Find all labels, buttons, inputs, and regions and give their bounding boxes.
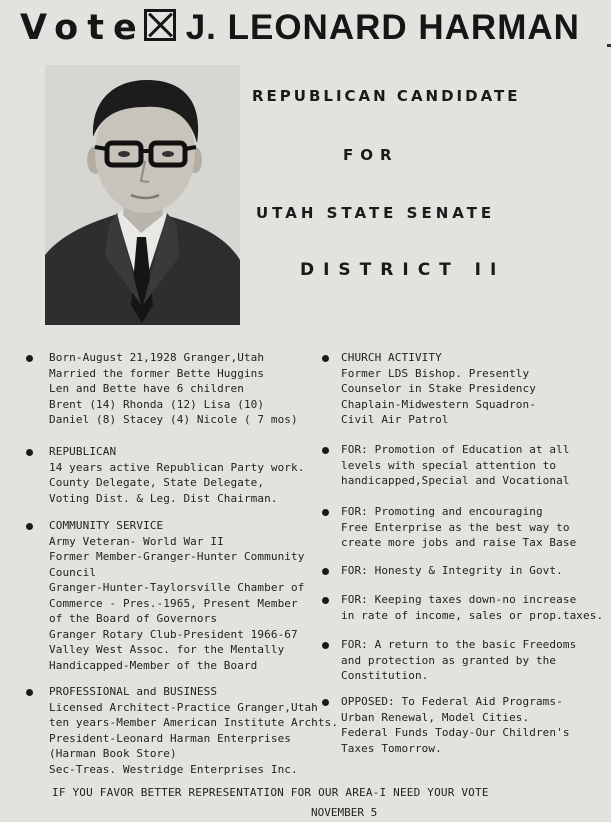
bullet-icon bbox=[322, 447, 329, 454]
item-line: Granger Rotary Club-President 1966-67 bbox=[49, 627, 298, 641]
vote-appeal: IF YOU FAVOR BETTER REPRESENTATION FOR OUR AREA-I NEED YOUR VOTE bbox=[52, 786, 489, 799]
candidate-title: REPUBLICAN CANDIDATE bbox=[252, 87, 521, 105]
item-line: FOR: Promotion of Education at all bbox=[341, 443, 570, 456]
election-date: NOVEMBER 5 bbox=[311, 806, 378, 819]
item-line: of the Board of Governors bbox=[49, 612, 218, 625]
bullet-icon bbox=[26, 689, 33, 696]
title-for: FOR bbox=[343, 146, 399, 164]
item-line: Handicapped-Member of the Board bbox=[49, 658, 258, 672]
district-name: DISTRICT II bbox=[300, 260, 506, 280]
item-line: Former Member-Granger-Hunter Community bbox=[49, 550, 305, 563]
item-line: Council bbox=[49, 565, 97, 579]
ballot-checkbox-icon bbox=[144, 9, 176, 41]
vote-word: Vote bbox=[20, 8, 146, 48]
candidate-photo bbox=[45, 65, 240, 325]
item-line: Free Enterprise as the best way to bbox=[341, 520, 570, 534]
item-line: CHURCH ACTIVITY bbox=[341, 351, 442, 364]
item-line: 14 years active Republican Party work. bbox=[49, 460, 305, 474]
item-line: FOR: Honesty & Integrity in Govt. bbox=[341, 564, 563, 577]
item-line: REPUBLICAN bbox=[49, 445, 117, 458]
item-line: and protection as granted by the bbox=[341, 653, 557, 667]
item-line: Urban Renewal, Model Cities. bbox=[341, 710, 530, 724]
office-name: UTAH STATE SENATE bbox=[256, 204, 496, 222]
item-line: ten years-Member American Institute Archts. bbox=[49, 716, 339, 729]
scan-edge-mark bbox=[607, 44, 611, 47]
item-line: FOR: A return to the basic Freedoms bbox=[341, 638, 577, 651]
item-line: in rate of income, sales or prop.taxes. bbox=[341, 608, 604, 622]
item-line: OPPOSED: To Federal Aid Programs- bbox=[341, 695, 563, 708]
item-line: Counselor in Stake Presidency bbox=[341, 382, 536, 395]
item-line: levels with special attention to bbox=[341, 458, 557, 472]
item-line: Federal Funds Today-Our Children's bbox=[341, 726, 570, 739]
bullet-icon bbox=[322, 642, 329, 649]
item-line: Commerce - Pres.-1965, Present Member bbox=[49, 596, 298, 610]
item-line: Brent (14) Rhonda (12) Lisa (10) bbox=[49, 397, 265, 411]
item-line: Sec-Treas. Westridge Enterprises Inc. bbox=[49, 762, 298, 776]
item-line: PROFESSIONAL and BUSINESS bbox=[49, 685, 218, 698]
item-line: Married the former Bette Huggins bbox=[49, 366, 265, 380]
bullet-icon bbox=[26, 449, 33, 456]
item-line: Voting Dist. & Leg. Dist Chairman. bbox=[49, 491, 278, 505]
item-line: Born-August 21,1928 Granger,Utah bbox=[49, 351, 265, 364]
bullet-icon bbox=[26, 355, 33, 362]
bullet-icon bbox=[322, 355, 329, 362]
item-line: handicapped,Special and Vocational bbox=[341, 474, 570, 487]
item-line: FOR: Promoting and encouraging bbox=[341, 505, 543, 518]
bullet-icon bbox=[322, 509, 329, 516]
bullet-icon bbox=[322, 597, 329, 604]
candidate-name: J. LEONARD HARMAN bbox=[185, 8, 580, 47]
item-line: Len and Bette have 6 children bbox=[49, 382, 244, 395]
item-line: Civil Air Patrol bbox=[341, 413, 449, 426]
item-line: Former LDS Bishop. Presently bbox=[341, 366, 530, 380]
item-line: COMMUNITY SERVICE bbox=[49, 519, 164, 532]
bullet-icon bbox=[322, 699, 329, 706]
item-line: County Delegate, State Delegate, bbox=[49, 476, 265, 489]
item-line: Granger-Hunter-Taylorsville Chamber of bbox=[49, 581, 305, 594]
item-line: Daniel (8) Stacey (4) Nicole ( 7 mos) bbox=[49, 413, 298, 426]
item-line: Constitution. bbox=[341, 669, 429, 682]
item-line: create more jobs and raise Tax Base bbox=[341, 536, 577, 549]
item-line: Licensed Architect-Practice Granger,Utah bbox=[49, 700, 318, 714]
bullet-icon bbox=[322, 568, 329, 575]
item-line: Valley West Assoc. for the Mentally bbox=[49, 643, 285, 656]
portrait-illustration bbox=[45, 65, 240, 325]
item-line: FOR: Keeping taxes down-no increase bbox=[341, 593, 577, 606]
item-line: Army Veteran- World War II bbox=[49, 534, 224, 548]
item-line: Chaplain-Midwestern Squadron- bbox=[341, 397, 536, 411]
item-line: President-Leonard Harman Enterprises bbox=[49, 731, 292, 745]
headline bbox=[20, 8, 600, 48]
bullet-icon bbox=[26, 523, 33, 530]
item-line: (Harman Book Store) bbox=[49, 747, 177, 760]
item-line: Taxes Tomorrow. bbox=[341, 741, 442, 755]
